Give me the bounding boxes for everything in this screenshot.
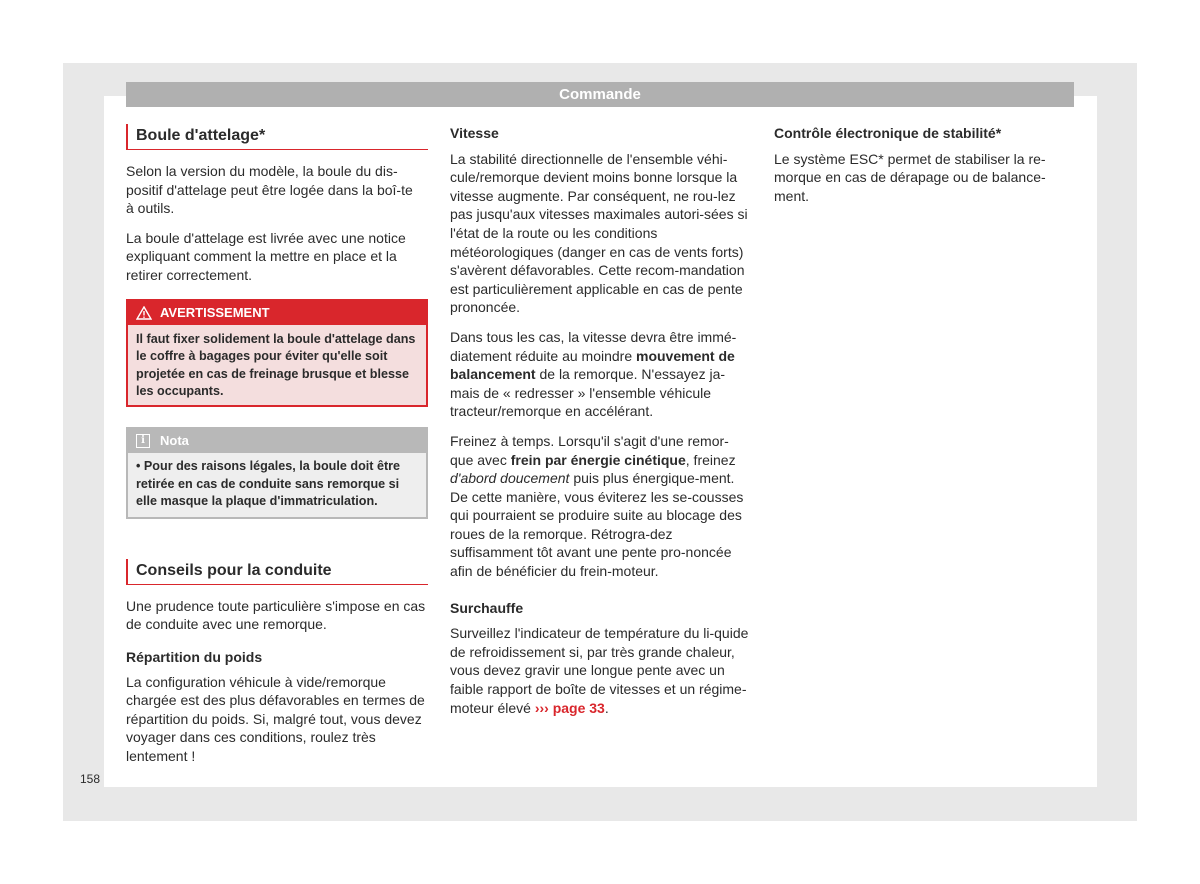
section-title-boule: Boule d'attelage* [126, 124, 428, 150]
paragraph: La stabilité directionnelle de l'ensemble véhi-cule/remorque devient moins bonne lorsque la vitesse augmente. Par conséquent, ne rou-lez pas jusqu'aux vitesses maximales autori-sées si l'état de la route ou les conditions météorologiques (danger en cas de vents forts) s'avèrent défavorables. Cette recom-mandation est particulièrement applicable en cas de pente prononcée. [450, 150, 748, 316]
text-run: Freinez à temps. Lorsqu'il s'agit d'une remor-que avec [450, 432, 729, 468]
italic-text: d'abord doucement [450, 470, 570, 487]
paragraph: Le système ESC* permet de stabiliser la re-morque en cas de dérapage ou de balance-ment. [774, 150, 1046, 204]
column-left [126, 124, 428, 776]
info-icon: i [136, 434, 150, 448]
bold-text: mouvement de balancement [450, 347, 735, 383]
text-run: puis plus énergique-ment. De cette manière, vous éviterez les se-cousses qui pourraient se produire suite au blocage des roues de la remorque. Rétrogra-dez suffisamment tôt avant une pente pro-noncée afin de bénéficier du frein-moteur. [450, 470, 744, 580]
text-run: Surveillez l'indicateur de température du li-quide de refroidissement si, par très grande chaleur, vous devez gravir une longue pente avec un faible rapport de boîte de vitesses et un régime-moteur élevé [450, 625, 749, 716]
paragraph: La configuration véhicule à vide/remorque chargée est des plus défavorables en termes de répartition du poids. Si, malgré tout, vous devez voyager dans ces conditions, roulez très lentement ! [126, 673, 425, 764]
page-reference-link[interactable]: ››› page 33 [534, 699, 605, 716]
paragraph: Selon la version du modèle, la boule du dis-positif d'attelage peut être logée dans la boî-te à outils. [126, 163, 413, 217]
paragraph [450, 432, 752, 581]
warning-header [128, 301, 426, 325]
warning-box [126, 299, 428, 407]
text-run: . [604, 699, 609, 716]
warning-body: Il faut fixer solidement la boule d'attelage dans le coffre à bagages pour éviter qu'elle soit projetée en cas de freinage brusque et blesse les occupants. [136, 331, 416, 399]
text-run: de la remorque. N'essayez ja-mais de « redresser » l'ensemble véhicule tracteur/remorque en accélérant. [450, 366, 726, 420]
chapter-header-bar [126, 82, 1074, 107]
chapter-title: Commande [559, 86, 641, 103]
column-right [774, 124, 1076, 216]
text-run: Dans tous les cas, la vitesse devra être immé-diatement réduite au moindre [450, 328, 737, 364]
subheading-vitesse: Vitesse [450, 125, 499, 141]
paragraph: La boule d'attelage est livrée avec une notice expliquant comment la mettre en place et la retirer correctement. [126, 229, 406, 283]
subheading-surchauffe: Surchauffe [450, 599, 524, 616]
column-middle [450, 124, 752, 728]
note-box [126, 427, 428, 519]
text-run: , freinez [685, 451, 736, 468]
page-number: 158 [80, 772, 101, 786]
paragraph: Une prudence toute particulière s'impose en cas de conduite avec une remorque. [126, 597, 426, 633]
subheading-repartition: Répartition du poids [126, 648, 263, 665]
bold-text: frein par énergie cinétique [510, 451, 686, 468]
section-title-conseils: Conseils pour la conduite [126, 559, 428, 585]
note-body: • Pour des raisons légales, la boule doit être retirée en cas de conduite sans remorque si elle masque la plaque d'immatriculation. [136, 458, 401, 509]
paragraph [450, 328, 752, 421]
warning-title: AVERTISSEMENT [160, 304, 270, 320]
note-title: Nota [160, 432, 189, 448]
subheading-esc: Contrôle électronique de stabilité* [774, 125, 1002, 141]
paragraph [450, 624, 752, 717]
note-header [128, 429, 426, 453]
warning-triangle-icon [136, 306, 152, 320]
